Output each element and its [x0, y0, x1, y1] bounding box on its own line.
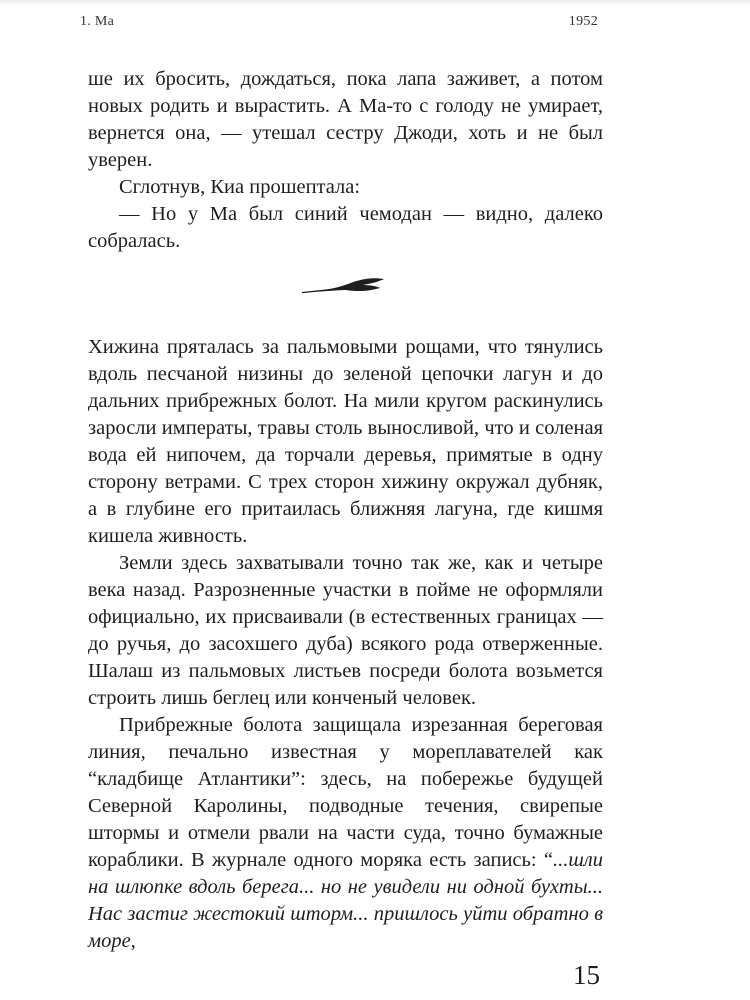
paragraph-dialogue: — Но у Ма был синий чемодан — видно, далеко собралась. — [88, 203, 603, 252]
feather-icon — [300, 270, 390, 300]
paragraph-land: Земли здесь захватывали точно так же, как и четыре века назад. Разрозненные участки в пойме не оформляли официально, их присваивали (в естественных границах — до ручья, до засохшего дуба) всякого рода отверженные. Шалаш из пальмовых листьев посреди болота возьмется строить лишь беглец или конченый человек. — [88, 552, 603, 709]
paragraph-narration: Сглотнув, Киа прошептала: — [119, 176, 361, 198]
paragraph-cabin: Хижина пряталась за пальмовыми рощами, что тянулись вдоль песчаной низины до зеленой цепочки лагун и до дальних прибрежных болот. На мили кругом раскинулись заросли императы, травы столь выносливой, что и соленая вода ей нипочем, да торчали деревья, примятые в одну сторону ветрами. С трех сторон хижину окружал дубняк, а в глубине его притаилась ближняя лагуна, где кишмя кишела живность. — [88, 336, 603, 547]
text-block-top — [88, 66, 603, 255]
coast-text-plain: Прибрежные болота защищала изрезанная береговая линия, печально известная у мореплавателей как “кладбище Атлантики”: здесь, на побережье будущей Северной Каролины, подводные течения, свирепые штормы и отмели рвали на части суда, точно бумажные кораблики. В журнале одного моряка есть запись: “ — [88, 714, 603, 871]
page-top-edge — [0, 0, 750, 6]
sailor-log-quote: ...шли на шлюпке вдоль берега... но не увидели ни одной бухты... Нас застиг жестокий шторм... пришлось уйти обратно в море, — [88, 849, 603, 952]
paragraph-coast — [88, 712, 603, 955]
page-number: 15 — [573, 960, 600, 990]
chapter-running-head: 1. Ма — [80, 14, 115, 29]
year-running-head: 1952 — [568, 14, 598, 29]
paragraph-continuation: ше их бросить, дождаться, пока лапа заживет, а потом новых родить и вырастить. А Ма-то с голоду не умирает, вернется она, — утешал сестру Джоди, хоть и не был уверен. — [88, 68, 603, 171]
text-block-bottom — [88, 334, 603, 955]
